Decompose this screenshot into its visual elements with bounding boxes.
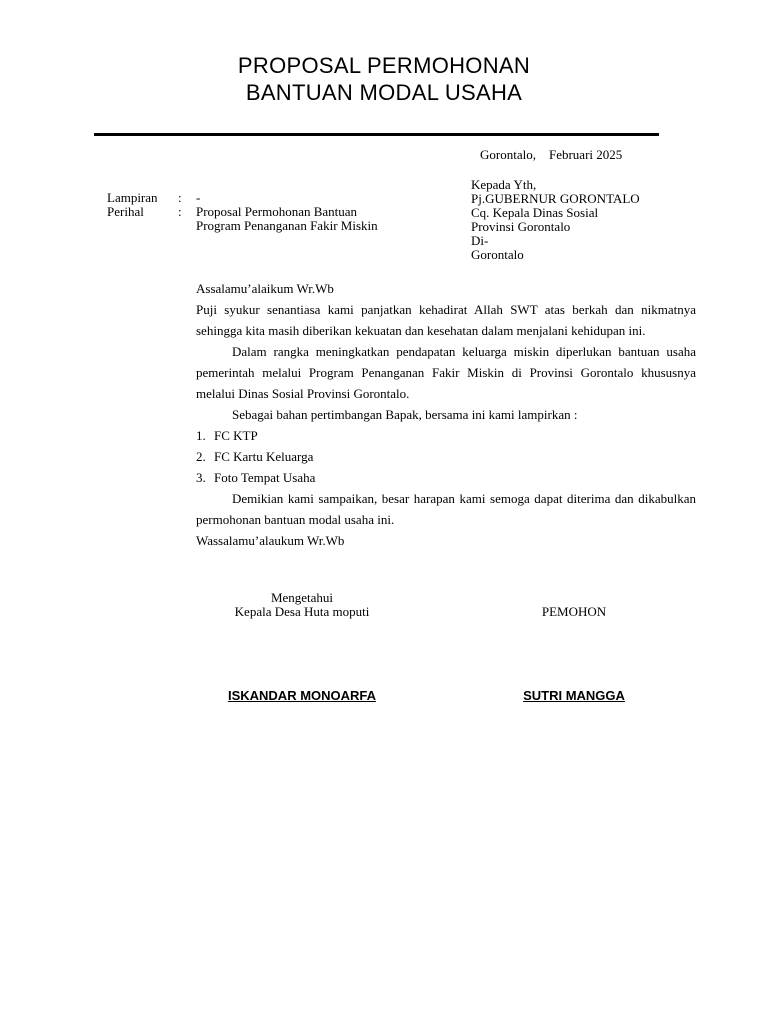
meta-labels: [107, 191, 158, 219]
applicant-name: SUTRI MANGGA: [523, 688, 625, 703]
recipient-line: Gorontalo: [471, 247, 524, 262]
paragraph-1: Puji syukur senantiasa kami panjatkan kehadirat Allah SWT atas berkah dan nikmatnya sehingga kita masih diberikan kekuatan dan kesehatan dalam menjalani kehidupan ini.: [196, 302, 696, 338]
recipient-line: Di-: [471, 233, 489, 248]
meta-colons: [178, 191, 182, 219]
attachment-number: 3.: [196, 470, 206, 485]
village-head-title: Kepala Desa Huta moputi: [234, 604, 370, 619]
attachment-text: Foto Tempat Usaha: [214, 470, 316, 485]
recipient-line: Pj.GUBERNUR GORONTALO: [471, 191, 640, 206]
perihal-value-line-1: Proposal Permohonan Bantuan: [196, 204, 358, 219]
closing: Wassalamu’alaukum Wr.Wb: [196, 533, 345, 548]
paragraph-2: Dalam rangka meningkatkan pendapatan keluarga miskin diperlukan bantuan usaha pemerintah melalui Program Penanganan Fakir Miskin di Provinsi Gorontalo khususnya melalui Dinas Sosial Provinsi Gorontalo.: [196, 344, 696, 401]
attachment-item: [196, 467, 696, 488]
perihal-label: Perihal: [107, 204, 144, 219]
attachment-item: [196, 425, 696, 446]
signature-block-applicant: [512, 605, 636, 619]
lampiran-label: Lampiran: [107, 190, 158, 205]
attachment-text: FC Kartu Keluarga: [214, 449, 314, 464]
paragraph-4: Demikian kami sampaikan, besar harapan kami semoga dapat diterima dan dikabulkan permohonan bantuan modal usaha ini.: [196, 491, 696, 527]
village-head-name: ISKANDAR MONOARFA: [227, 688, 377, 703]
date-place: Gorontalo,: [480, 147, 536, 162]
recipient-line: Cq. Kepala Dinas Sosial: [471, 205, 599, 220]
attachment-number: 1.: [196, 428, 206, 443]
signature-block-village-head: [212, 591, 392, 619]
lampiran-value: -: [196, 190, 201, 205]
date-month-year: Februari 2025: [548, 147, 623, 162]
lampiran-colon: :: [178, 190, 182, 205]
paragraph-3: Sebagai bahan pertimbangan Bapak, bersama ini kami lampirkan :: [232, 407, 578, 422]
greeting: Assalamu’alaikum Wr.Wb: [196, 281, 334, 296]
attachment-item: [196, 446, 696, 467]
attachment-number: 2.: [196, 449, 206, 464]
recipient-line: Provinsi Gorontalo: [471, 219, 571, 234]
perihal-value-line-2: Program Penanganan Fakir Miskin: [196, 218, 378, 233]
letter-date: [480, 148, 622, 162]
perihal-colon: :: [178, 204, 182, 219]
attachment-text: FC KTP: [214, 428, 258, 443]
recipient-block: [471, 178, 640, 262]
recipient-line: Kepada Yth,: [471, 177, 537, 192]
letter-body: [196, 278, 696, 551]
title-divider: [94, 133, 659, 136]
title-line-2: BANTUAN MODAL USAHA: [245, 80, 523, 105]
applicant-label: PEMOHON: [541, 604, 607, 619]
acknowledged-label: Mengetahui: [270, 590, 334, 605]
document-title: [0, 52, 768, 106]
title-line-1: PROPOSAL PERMOHONAN: [237, 53, 531, 78]
meta-values: [196, 191, 378, 233]
